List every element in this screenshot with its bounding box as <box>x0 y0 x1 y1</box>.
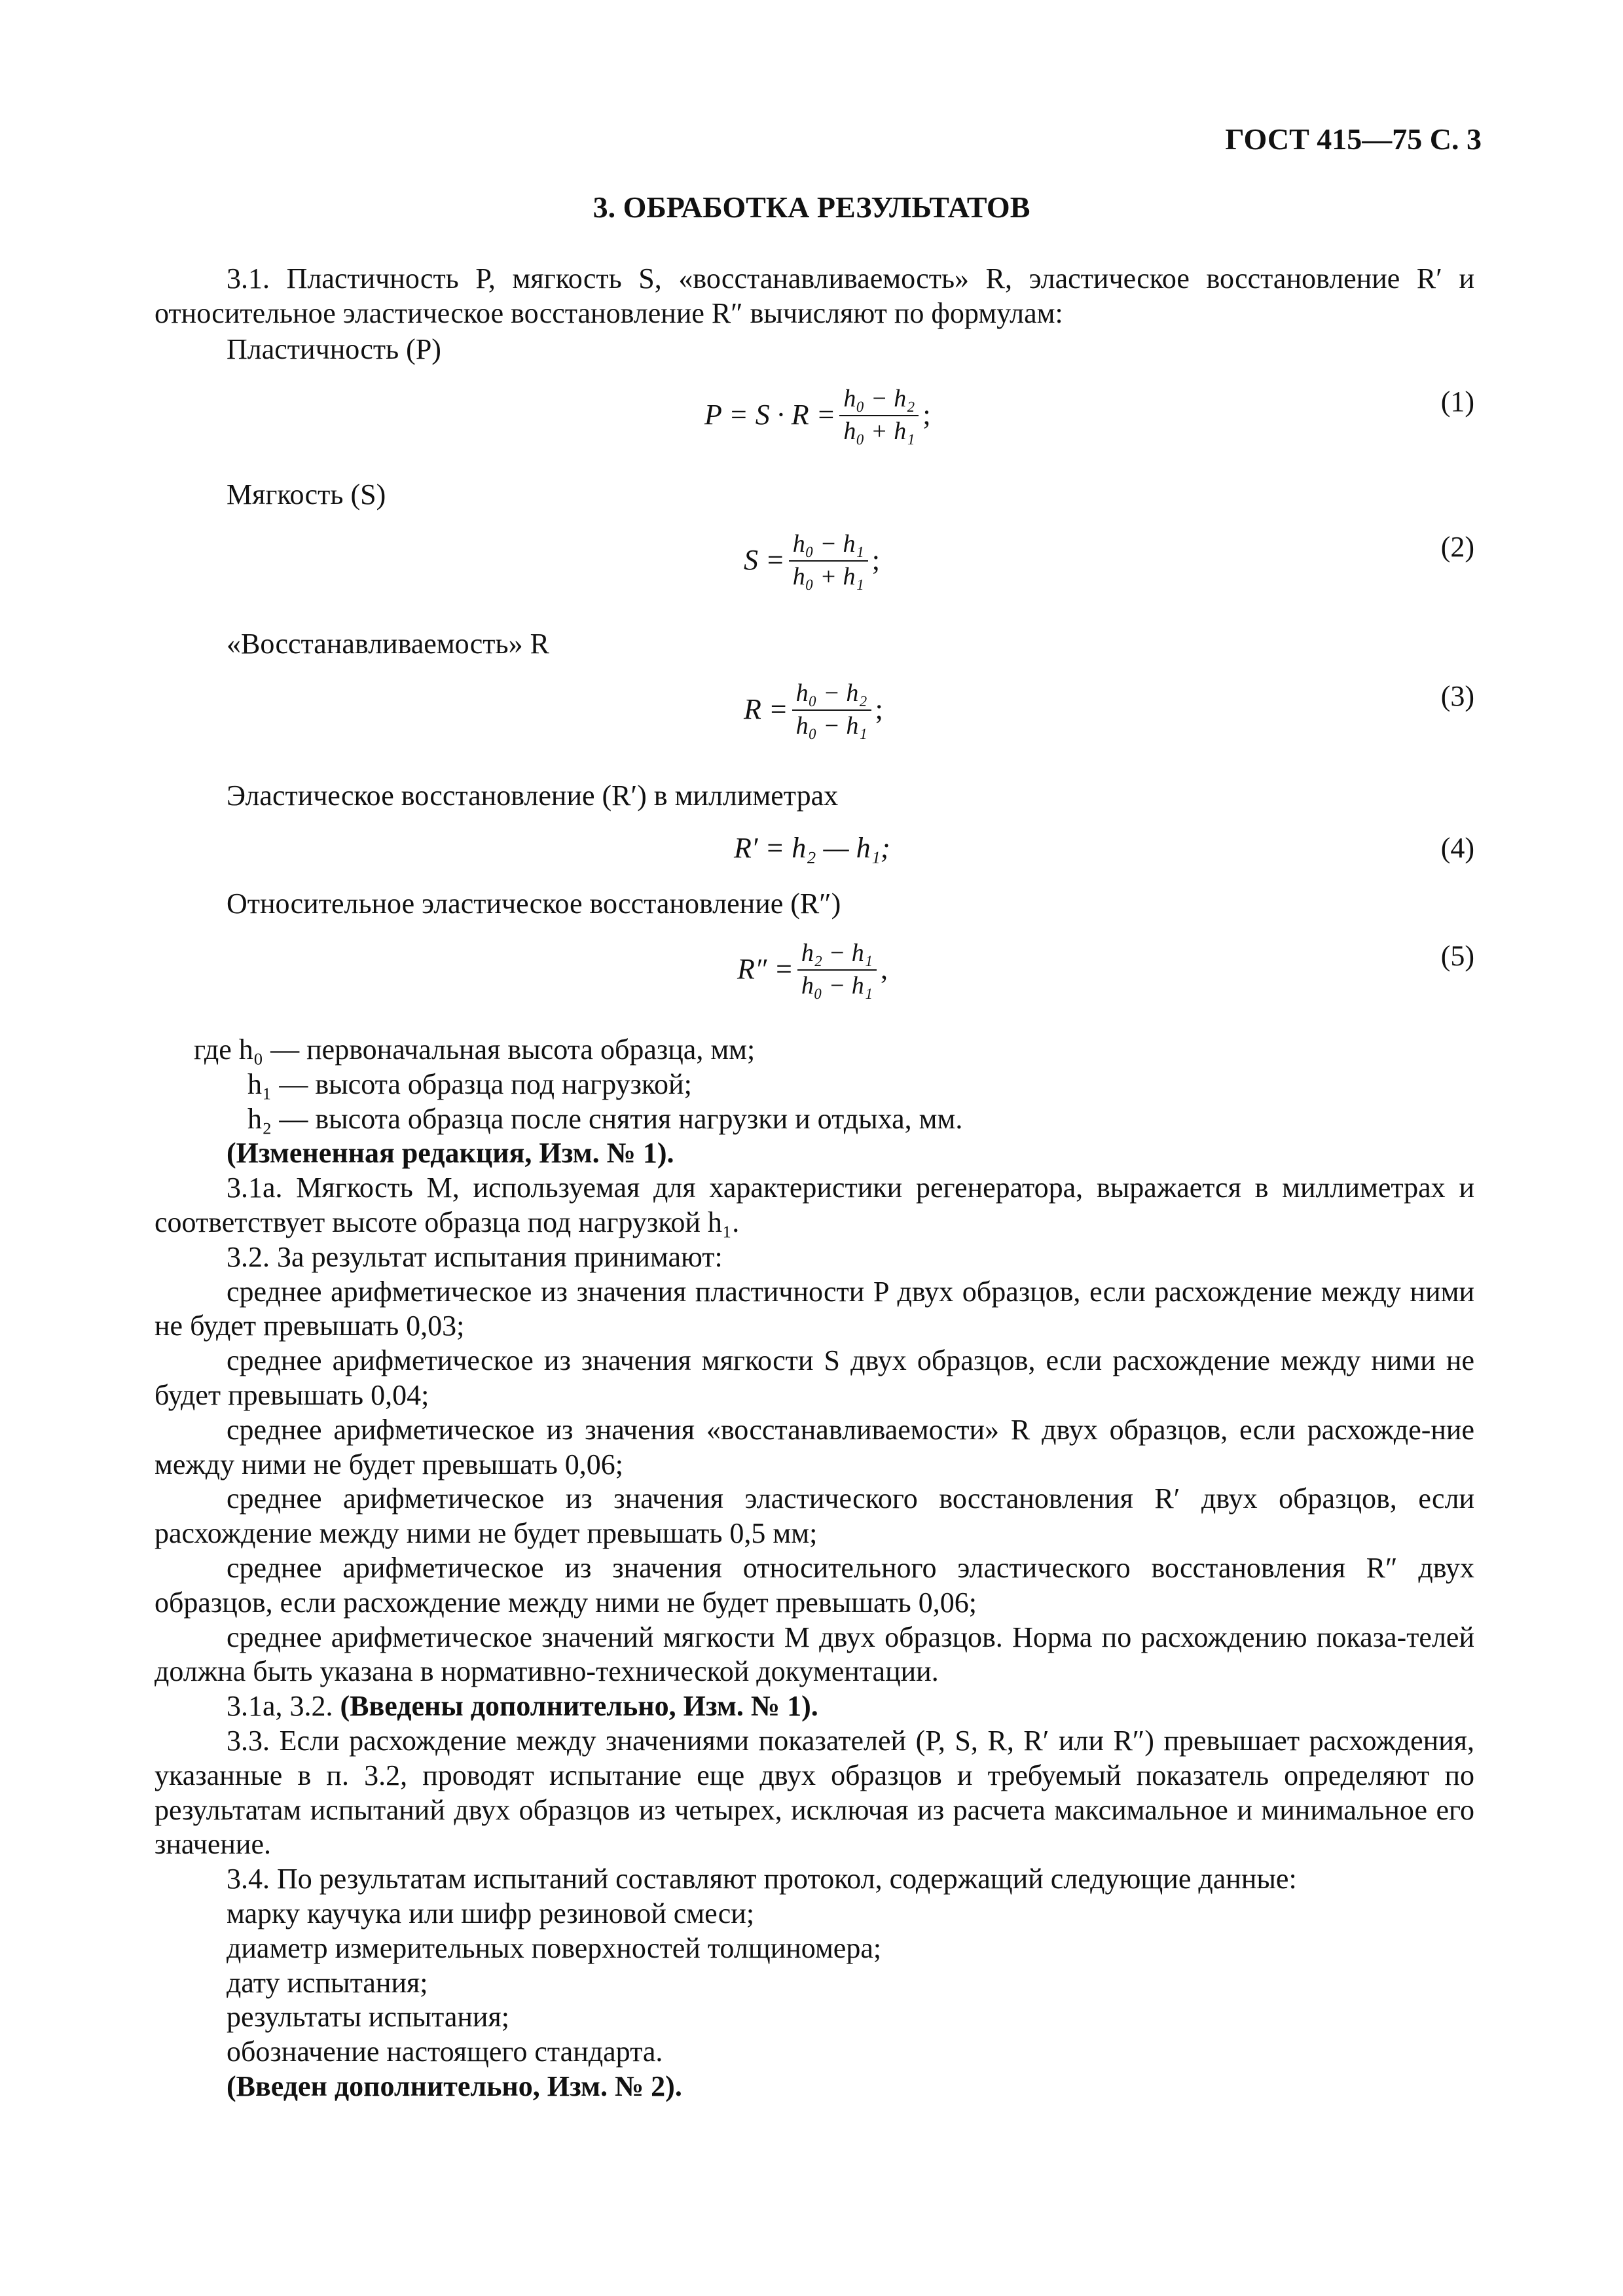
formula-2-number: (2) <box>1440 531 1474 563</box>
section-title: 3. ОБРАБОТКА РЕЗУЛЬТАТОВ <box>593 190 1030 224</box>
p34-item-2: дату испытания; <box>227 1966 428 1999</box>
p32-item-1: среднее арифметическое из значения мягкости S двух образцов, если расхождение между ними не будет превышать 0,04; <box>155 1344 1474 1411</box>
formula-3-number: (3) <box>1440 680 1474 712</box>
formula-1-number: (1) <box>1440 386 1474 418</box>
formula-3 <box>744 679 883 740</box>
p32-item-3: среднее арифметическое из значения эластического восстановления R′ двух образцов, если расхождение между ними не будет превышать 0,5 мм; <box>155 1482 1474 1550</box>
formula-5-fraction <box>797 939 877 1000</box>
p32-item-5: среднее арифметическое значений мягкости М двух образцов. Норма по расхождению показа-телей должна быть указана в нормативно-технической документации. <box>155 1621 1474 1688</box>
p34-item-1: диаметр измерительных поверхностей толщиномера; <box>227 1931 882 1964</box>
formula-5-denominator: h₀ − h₁ <box>801 971 873 999</box>
p32-item-2: среднее арифметическое из значения «восстанавливаемости» R двух образцов, если расхожде-ние между ними не будет превышать 0,06; <box>155 1413 1474 1480</box>
formula-2-label: Мягкость (S) <box>227 478 386 511</box>
intro-block <box>155 262 1474 331</box>
formula-5 <box>737 939 888 1000</box>
paragraph-3-3: 3.3. Если расхождение между значениями показателей (P, S, R, R′ или R″) превышает расхождения, указанные в п. 3.2, проводят испытание еще двух образцов и требуемый показатель определяют по результатам испытаний двух образцов из четырех, исключая из расчета максимальное и минимальное его значение. <box>155 1724 1474 1861</box>
formula-2 <box>744 530 880 591</box>
formula-3-denominator: h₀ − h₁ <box>795 711 867 740</box>
change-note-2 <box>155 1689 1474 1724</box>
formula-5-lhs: R″ = <box>737 953 793 986</box>
formula-1 <box>704 385 931 446</box>
formula-1-tail: ; <box>922 399 931 431</box>
formula-2-tail: ; <box>871 544 881 577</box>
change-note-1: (Измененная редакция, Изм. № 1). <box>227 1137 674 1170</box>
formula-1-lhs: P = S · R = <box>704 399 836 431</box>
where-line-2: h₂ — высота образца после снятия нагрузки и отдыха, мм. <box>247 1102 963 1135</box>
where-line-0: где h₀ — первоначальная высота образца, мм; <box>194 1033 756 1066</box>
formula-1-label: Пластичность (P) <box>227 333 441 365</box>
paragraph-3-4: 3.4. По результатам испытаний составляют протокол, содержащий следующие данные: <box>227 1863 1297 1895</box>
formula-5-number: (5) <box>1440 940 1474 972</box>
formula-1-denominator: h₀ + h₁ <box>843 417 915 445</box>
p34-item-4: обозначение настоящего стандарта. <box>227 2036 663 2068</box>
formula-2-numerator: h₀ − h₁ <box>789 530 868 562</box>
change-note-2-prefix: 3.1а, 3.2. <box>227 1690 333 1723</box>
p34-item-0: марку каучука или шифр резиновой смеси; <box>227 1897 755 1929</box>
p32-item-0: среднее арифметическое из значения пластичности P двух образцов, если расхождение между ними не будет превышать 0,03; <box>155 1275 1474 1342</box>
intro-paragraph: 3.1. Пластичность P, мягкость S, «восстанавливаемость» R, эластическое восстановление R′ и относительное эластическое восстановление R″ вычисляют по формулам: <box>155 262 1474 329</box>
change-note-2-text: (Введены дополнительно, Изм. № 1). <box>340 1690 818 1723</box>
formula-2-fraction <box>789 530 868 591</box>
main-text <box>155 1033 1474 2104</box>
formula-5-tail: , <box>880 953 888 986</box>
change-note-3: (Введен дополнительно, Изм. № 2). <box>227 2070 682 2102</box>
p34-item-3: результаты испытания; <box>227 2001 509 2034</box>
formula-5-label: Относительное эластическое восстановление (R″) <box>227 888 841 920</box>
page-header: ГОСТ 415—75 С. 3 <box>1225 122 1482 156</box>
formula-4: R′ = h₂ — h₁; <box>734 832 890 864</box>
formula-3-label: «Восстанавливаемость» R <box>227 628 549 660</box>
formula-3-fraction <box>792 679 871 740</box>
formula-3-tail: ; <box>875 693 883 726</box>
paragraph-3-1a: 3.1а. Мягкость М, используемая для характеристики регенератора, выражается в миллиметрах и соответствует высоте образца под нагрузкой h₁. <box>155 1172 1474 1238</box>
formula-3-numerator: h₀ − h₂ <box>792 679 871 711</box>
formula-4-label: Эластическое восстановление (R′) в миллиметрах <box>227 780 839 812</box>
formula-2-lhs: S = <box>744 544 785 577</box>
paragraph-3-2: 3.2. За результат испытания принимают: <box>227 1240 723 1273</box>
p32-item-4: среднее арифметическое из значения относительного эластического восстановления R″ двух образцов, если расхождение между ними не будет превышать 0,06; <box>155 1551 1474 1619</box>
formula-1-numerator: h₀ − h₂ <box>839 385 919 416</box>
formula-2-denominator: h₀ + h₁ <box>792 562 864 590</box>
where-line-1: h₁ — высота образца под нагрузкой; <box>247 1067 692 1100</box>
formula-1-fraction <box>839 385 919 446</box>
formula-4-number: (4) <box>1440 832 1474 864</box>
formula-3-lhs: R = <box>744 693 788 726</box>
formula-5-numerator: h₂ − h₁ <box>797 939 877 971</box>
